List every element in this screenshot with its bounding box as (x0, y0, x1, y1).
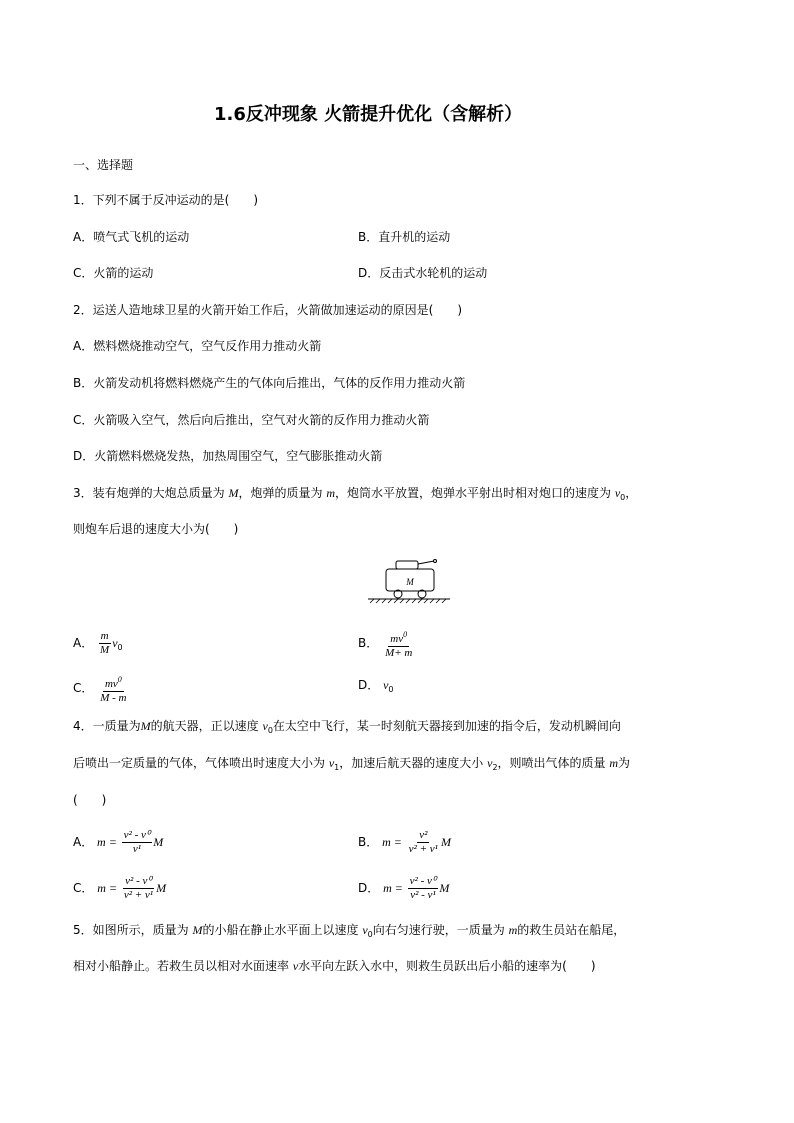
q3-option-c-label: C． (73, 681, 94, 695)
q3-option-a-fraction (98, 630, 111, 657)
cannon-cart-figure (366, 556, 452, 606)
q3-option-a-denominator: M (100, 644, 110, 656)
q4-option-d-label: D． (358, 881, 380, 895)
q5-stem-part2: 的小船在静止水平面上以速度 (202, 923, 359, 937)
q4-option-c-numerator: v² - v⁰ (125, 875, 152, 887)
q3-mass-m: m (326, 486, 335, 500)
q2-option-b: B．火箭发动机将燃料燃烧产生的气体向后推出，气体的反作用力推动火箭 (73, 376, 466, 390)
q4-option-b-label: B． (358, 835, 379, 849)
q4-option-d-prefix: m = (383, 881, 403, 895)
q3-stem-line2: 则炮车后退的速度大小为( ) (73, 522, 239, 536)
q5-stem-part4: 的救生员站在船尾， (517, 923, 626, 937)
q4-stem (73, 718, 621, 739)
q5-stem (73, 922, 625, 943)
q4-option-c-denominator: v² + v¹ (123, 889, 154, 901)
q5-speed-v: v (292, 959, 299, 973)
q4-v1: v (328, 756, 335, 770)
q3-stem (73, 485, 637, 506)
q3-option-a (73, 627, 123, 664)
q3-option-b-denominator: M+ m (385, 646, 413, 659)
q4-stem-part2: 的航天器，正以速度 (150, 719, 259, 733)
q3-option-c (73, 672, 130, 705)
q4-option-d-suffix: M (439, 881, 450, 895)
q3-option-d (358, 677, 394, 698)
q4-option-a-numerator: v² - v⁰ (123, 829, 151, 841)
q4-option-a (73, 826, 163, 858)
q4-line2-part1: 后喷出一定质量的气体，气体喷出时速度大小为 (73, 756, 326, 770)
q3-option-b-fraction (383, 628, 414, 660)
q4-v2: v (487, 756, 493, 770)
q4-option-d-numerator: v² - v⁰ (409, 875, 437, 887)
q3-option-a-velocity: v (112, 636, 118, 650)
q5-line2-part2: 水平向左跃入水中，则救生员跃出后小船的速率为( ) (298, 959, 596, 973)
q4-option-d (358, 872, 449, 904)
cannon-mass-label: M (406, 577, 414, 587)
cannon-turret (396, 561, 418, 569)
section-heading: 一、选择题 (73, 158, 134, 172)
q4-option-c-prefix: m = (97, 881, 117, 895)
q4-option-c-label: C． (73, 881, 94, 895)
q3-stem-part3: ，炮筒水平放置，炮弹水平射出时相对炮口的速度为 (334, 486, 611, 500)
q4-v1-sub: 1 (334, 763, 340, 772)
q3-stem-part1: 3．装有炮弹的大炮总质量为 (73, 486, 225, 500)
q4-option-b-numerator: v² (419, 829, 428, 841)
q4-option-b-fraction (407, 829, 440, 856)
q3-option-a-velocity-sub: 0 (117, 643, 123, 652)
q5-stem-part1: 5．如图所示，质量为 (73, 923, 189, 937)
q4-option-a-prefix: m = (97, 835, 117, 849)
q4-option-a-suffix: M (153, 835, 164, 849)
q5-v0: v (362, 923, 368, 937)
q4-option-b-suffix: M (440, 835, 451, 849)
q1-option-a: A．喷气式飞机的运动 (73, 230, 190, 244)
q3-option-a-numerator: m (100, 630, 109, 642)
q3-option-b-numerator: $mv^0$ (390, 629, 408, 645)
q5-stem-part3: 向右匀速行驶，一质量为 (372, 923, 505, 937)
q4-option-b-denominator: v² + v¹ (408, 843, 438, 855)
q3-option-c-numerator: $mv^0$ (104, 674, 122, 690)
q4-line2-part2: ，加速后航天器的速度大小 (339, 756, 484, 770)
q5-line2-part1: 相对小船静止。若救生员以相对水面速率 (73, 959, 290, 973)
q4-v0: v (262, 719, 268, 733)
q3-option-d-velocity: v (383, 678, 389, 692)
q2-option-a: A．燃料燃烧推动空气，空气反作用力推动火箭 (73, 339, 322, 353)
q4-option-a-label: A． (73, 835, 94, 849)
q4-option-c-fraction (122, 875, 155, 902)
q4-mass-M: M (140, 719, 151, 733)
q3-option-b-label: B． (358, 636, 379, 650)
q4-option-d-fraction (408, 875, 439, 902)
q4-v0-sub: 0 (267, 726, 273, 735)
cannon-barrel (418, 561, 434, 564)
page-title: 1.6反冲现象 火箭提升优化（含解析） (214, 104, 523, 125)
q2-stem: 2．运送人造地球卫星的火箭开始工作后，火箭做加速运动的原因是( ) (73, 303, 463, 317)
q4-v2-sub: 2 (492, 763, 498, 772)
q3-option-c-denominator: M - m (100, 691, 127, 704)
ground-hatching (370, 599, 446, 603)
q4-option-c-suffix: M (156, 881, 167, 895)
q3-stem-part4: ， (625, 486, 638, 500)
q2-option-d: D．火箭燃料燃烧发热，加热周围空气，空气膨胀推动火箭 (73, 449, 383, 463)
q4-option-a-denominator: v¹ (132, 843, 142, 855)
q3-velocity: v (614, 486, 621, 500)
q4-line2-part4: 为 (618, 756, 631, 770)
q3-velocity-sub: 0 (620, 493, 626, 502)
q3-option-c-fraction (98, 673, 128, 705)
q4-option-c (73, 872, 166, 904)
q1-stem: 1．下列不属于反冲运动的是( ) (73, 193, 258, 207)
q3-mass-M: M (228, 486, 239, 500)
q2-option-c: C．火箭吸入空气，然后向后推出，空气对火箭的反作用力推动火箭 (73, 413, 430, 427)
q3-option-b (358, 627, 415, 660)
q1-option-b: B．直升机的运动 (358, 230, 451, 244)
q1-option-d: D．反击式水轮机的运动 (358, 266, 488, 280)
q4-option-b-prefix: m = (382, 835, 402, 849)
q1-option-c: C．火箭的运动 (73, 266, 154, 280)
q3-option-a-label: A． (73, 636, 94, 650)
q5-v0-sub: 0 (367, 930, 373, 939)
q5-stem-line2 (73, 958, 596, 974)
cannon-muzzle (434, 560, 437, 563)
q4-option-b (358, 826, 451, 858)
q3-stem-part2: ，炮弹的质量为 (238, 486, 323, 500)
q4-stem-part1: 4．一质量为 (73, 719, 141, 733)
q4-option-d-denominator: v² - v¹ (410, 889, 436, 901)
q4-option-a-fraction (122, 829, 153, 856)
q4-line2-part3: ，则喷出气体的质量 (497, 756, 606, 770)
q3-option-d-label: D． (358, 678, 380, 692)
q5-mass-M: M (192, 923, 203, 937)
q3-option-d-velocity-sub: 0 (388, 685, 394, 694)
q4-mass-m: m (609, 756, 619, 770)
q4-stem-part3: 在太空中飞行，某一时刻航天器接到加速的指令后，发动机瞬间向 (272, 719, 621, 733)
q4-stem-line2 (73, 755, 630, 776)
q5-mass-m: m (508, 923, 518, 937)
q4-stem-line3: ( ) (73, 793, 107, 807)
